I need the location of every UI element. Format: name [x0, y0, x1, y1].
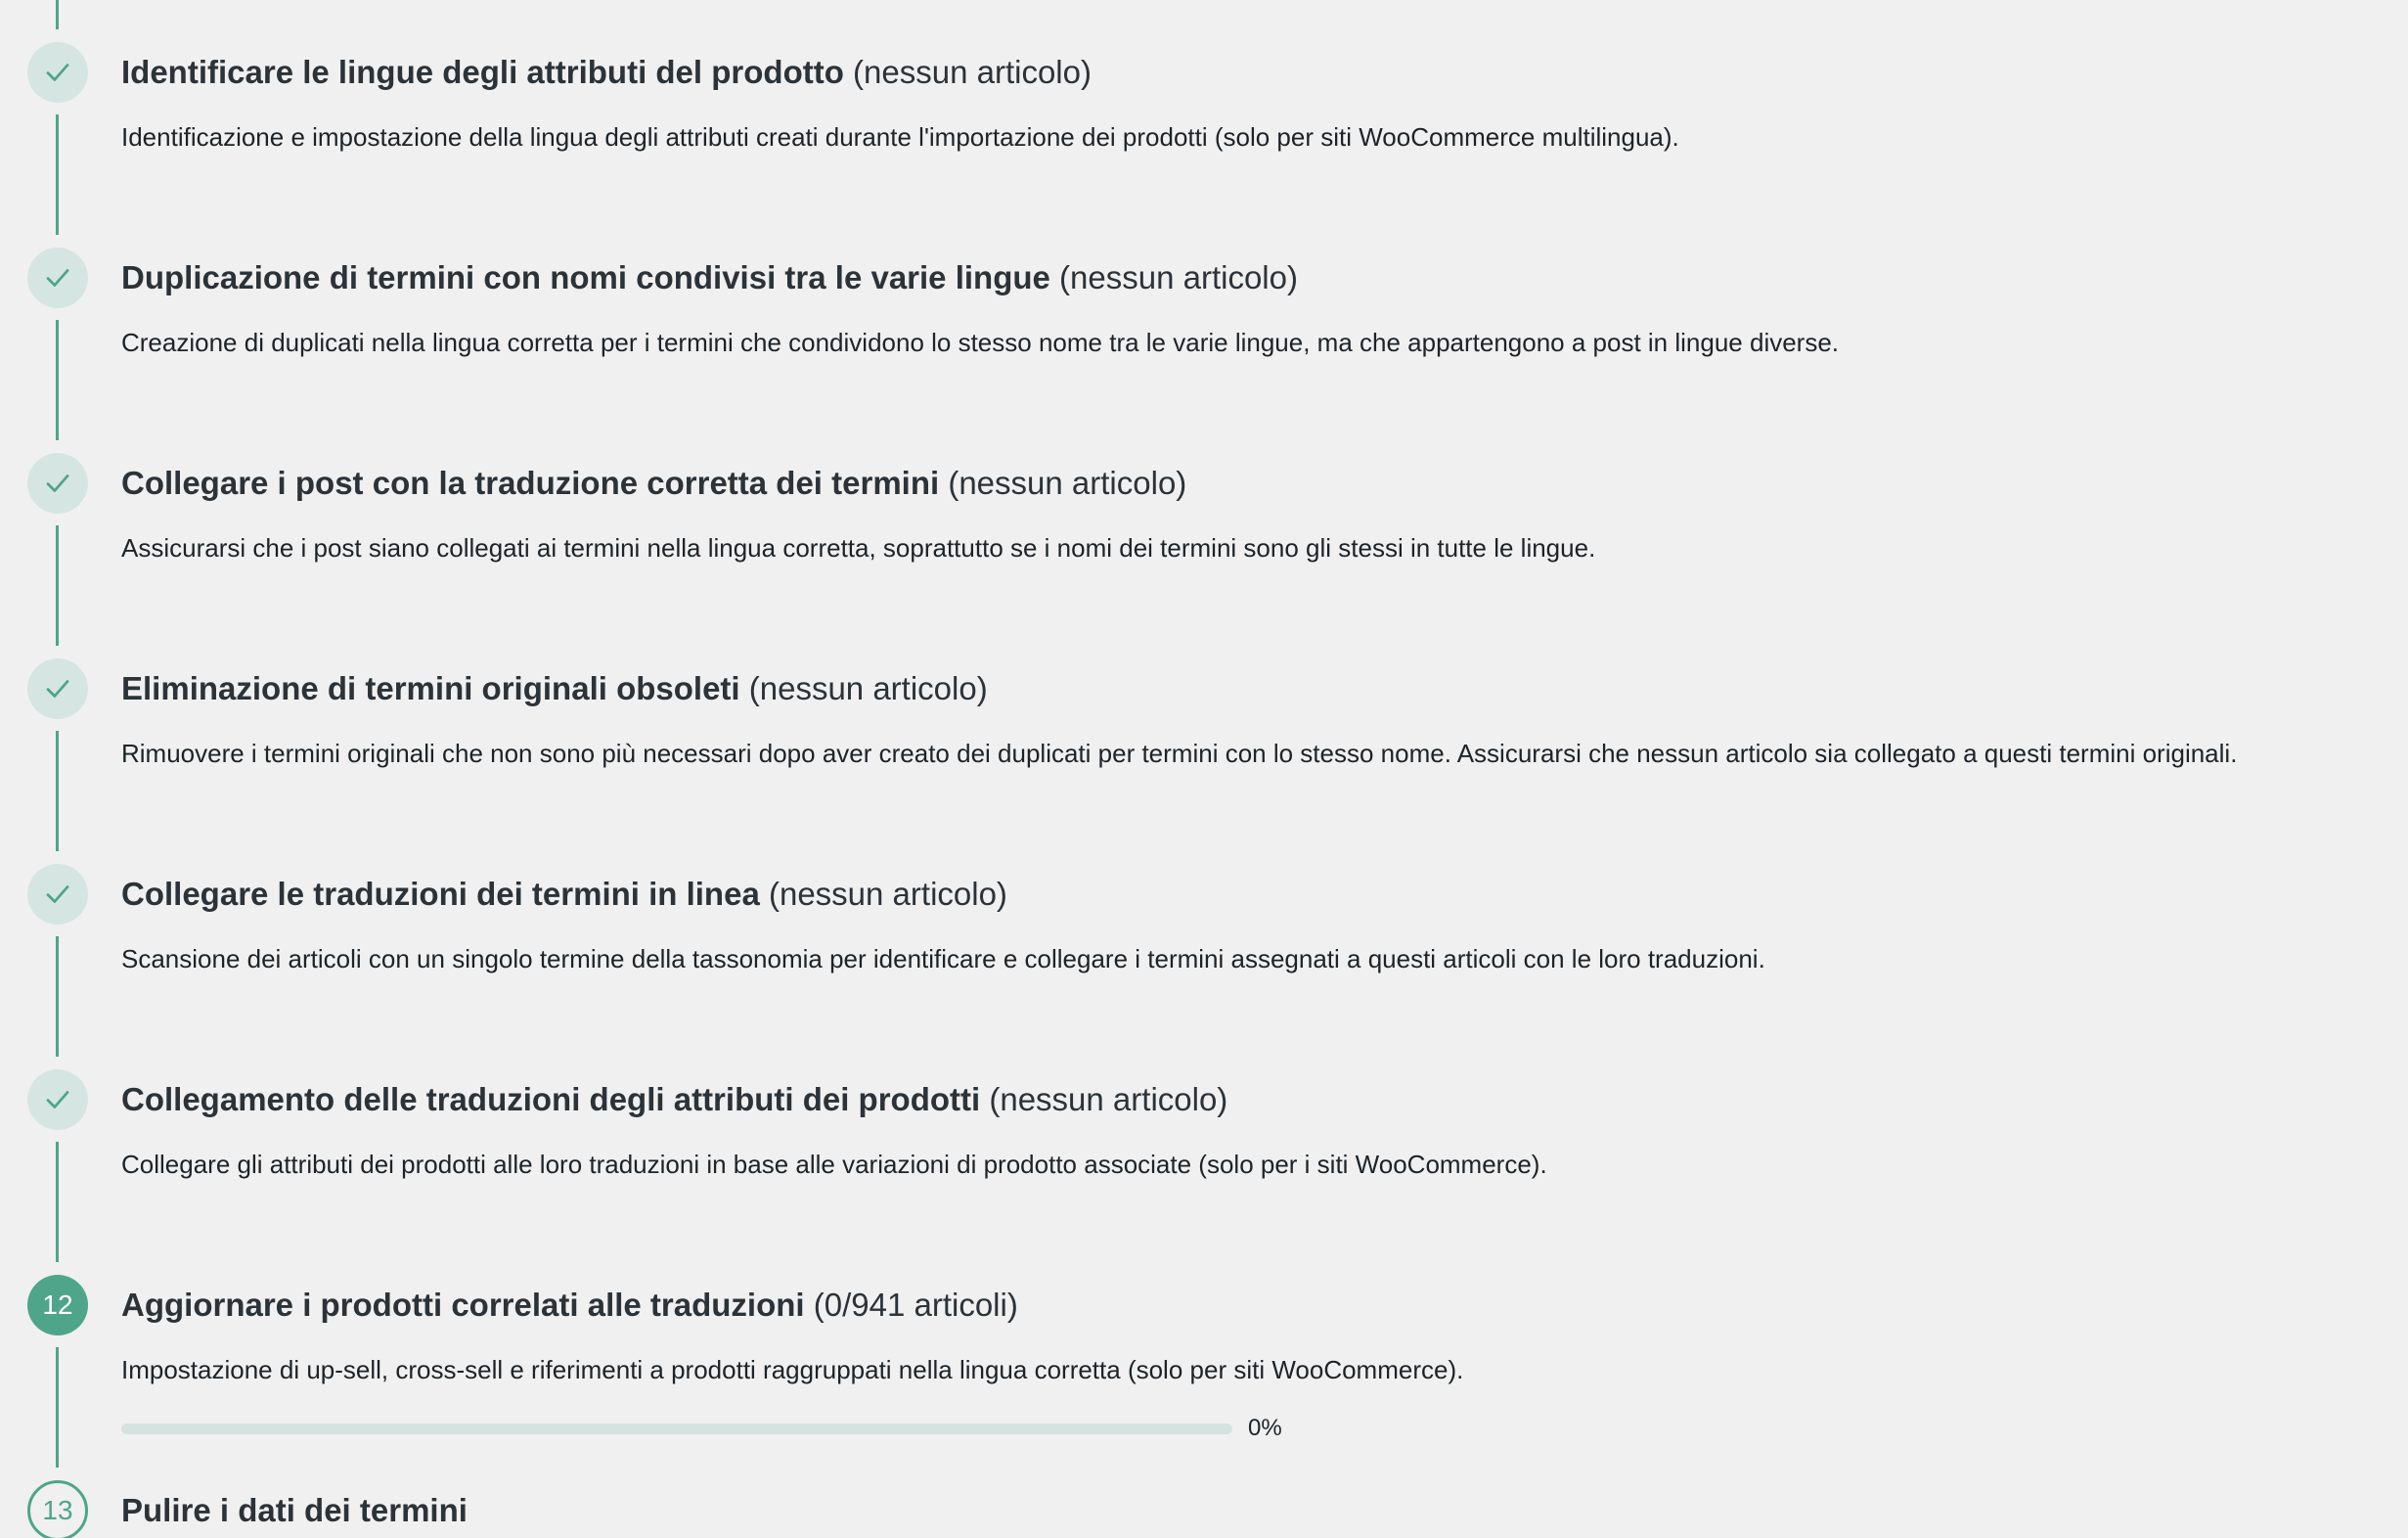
step-description: Identificazione e impostazione della lingua degli attributi creati durante l'importazione dei prodotti (solo per siti WooCommerce multilingua).	[121, 122, 1679, 152]
step-description: Assicurarsi che i post siano collegati ai termini nella lingua corretta, soprattutto se i nomi dei termini sono gli stessi in tutte le lingue.	[121, 533, 1596, 563]
step-connector	[56, 1142, 59, 1262]
progress-percent: 0%	[1248, 1415, 1282, 1441]
step-connector	[56, 114, 59, 235]
step-heading	[121, 257, 1298, 298]
step-connector	[56, 936, 59, 1057]
step-title: Eliminazione di termini originali obsoleti	[121, 670, 740, 706]
check-icon	[43, 58, 72, 87]
step-marker-done	[27, 453, 88, 514]
step-title: Collegare i post con la traduzione corretta dei termini	[121, 465, 940, 501]
check-icon	[43, 1085, 72, 1114]
step-count: (nessun articolo)	[948, 465, 1187, 501]
progress-bar	[121, 1424, 1232, 1434]
step-count: (0/941 articoli)	[813, 1287, 1018, 1323]
step-heading	[121, 1079, 1227, 1120]
step-title: Duplicazione di termini con nomi condivisi tra le varie lingue	[121, 259, 1050, 295]
check-icon	[43, 263, 72, 293]
step-marker-done	[27, 1069, 88, 1130]
step-description: Impostazione di up-sell, cross-sell e riferimenti a prodotti raggruppati nella lingua corretta (solo per siti WooCommerce).	[121, 1355, 1464, 1384]
step-title: Identificare le lingue degli attributi del prodotto	[121, 54, 844, 90]
step-item	[0, 248, 2408, 453]
step-title: Aggiornare i prodotti correlati alle traduzioni	[121, 1287, 805, 1323]
step-count: (nessun articolo)	[1059, 259, 1298, 295]
step-marker-done	[27, 864, 88, 925]
step-item	[0, 1069, 2408, 1275]
step-connector	[56, 0, 59, 29]
step-item-pending	[0, 1480, 2408, 1538]
check-icon	[43, 674, 72, 703]
check-icon	[43, 469, 72, 498]
step-heading	[121, 1490, 468, 1531]
step-title: Collegare le traduzioni dei termini in linea	[121, 876, 760, 912]
step-item	[0, 864, 2408, 1069]
step-item-active	[0, 1275, 2408, 1480]
step-connector	[56, 1347, 59, 1468]
step-item	[0, 42, 2408, 248]
step-description: Scansione dei articoli con un singolo termine della tassonomia per identificare e collegare i termini assegnati a questi articoli con le loro traduzioni.	[121, 944, 1765, 973]
step-number-badge: 12	[27, 1275, 88, 1335]
step-item	[0, 658, 2408, 864]
step-count: (nessun articolo)	[748, 670, 988, 706]
step-connector	[56, 320, 59, 440]
step-number-badge: 13	[27, 1480, 88, 1538]
step-heading	[121, 463, 1186, 504]
step-heading	[121, 1285, 1018, 1326]
step-marker-done	[27, 248, 88, 308]
step-title: Collegamento delle traduzioni degli attributi dei prodotti	[121, 1081, 981, 1117]
step-heading	[121, 874, 1007, 915]
step-description: Creazione di duplicati nella lingua corretta per i termini che condividono lo stesso nome tra le varie lingue, ma che appartengono a post in lingue diverse.	[121, 328, 1840, 357]
step-connector	[56, 525, 59, 646]
step-description: Rimuovere i termini originali che non sono più necessari dopo aver creato dei duplicati per termini con lo stesso nome. Assicurarsi che nessun articolo sia collegato a questi termini originali.	[121, 739, 2238, 768]
check-icon	[43, 880, 72, 909]
step-heading	[121, 668, 988, 709]
step-item	[0, 453, 2408, 658]
step-description: Collegare gli attributi dei prodotti alle loro traduzioni in base alle variazioni di prodotto associate (solo per i siti WooCommerce).	[121, 1150, 1547, 1179]
step-heading	[121, 52, 1092, 93]
step-marker-done	[27, 658, 88, 719]
step-count: (nessun articolo)	[989, 1081, 1228, 1117]
step-count: (nessun articolo)	[768, 876, 1007, 912]
step-connector	[56, 731, 59, 851]
step-title: Pulire i dati dei termini	[121, 1492, 468, 1528]
step-marker-done	[27, 42, 88, 103]
step-count: (nessun articolo)	[853, 54, 1092, 90]
